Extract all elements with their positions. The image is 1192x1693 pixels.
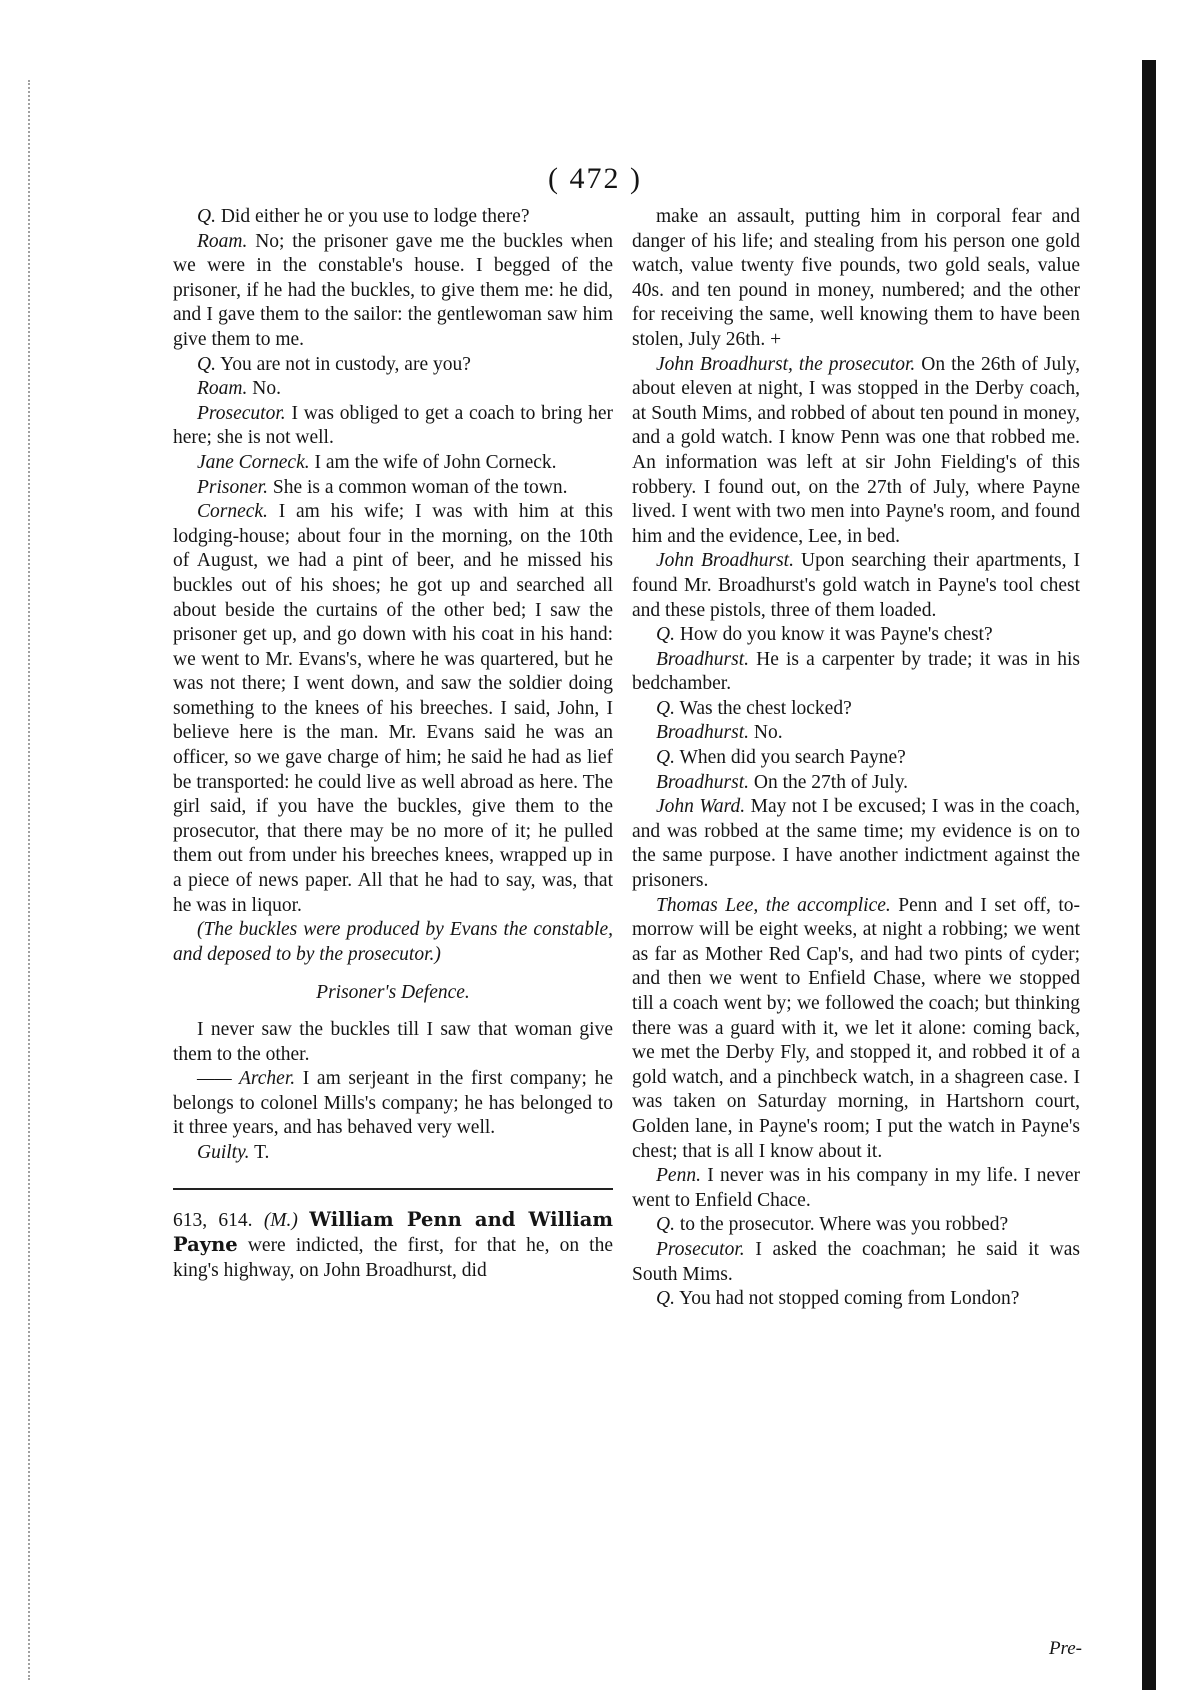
testimony-paragraph [632,205,1080,353]
testimony-paragraph [632,894,1080,1165]
speaker-name: Q. [197,353,216,375]
testimony-text: On the 27th of July. [753,771,909,793]
testimony-text: No; the prisoner gave me the buckles when we were in the constable's house. I begged of the prisoner, if he had the buckles, to give them me: he did, and I gave them to the sailor: the gentlewoman saw him give them to me. [173,230,614,350]
speaker-name: Roam. [197,378,248,400]
testimony-text: I never was in his company in my life. I never went to Enfield Chace. [632,1165,1081,1211]
testimony-paragraph [173,476,613,501]
section-heading: Prisoner's Defence. [316,982,470,1004]
speaker-name: Prisoner. [197,476,268,498]
court-note: (The buckles were produced by Evans the constable, and deposed to by the prosecutor.) [173,919,613,965]
testimony-paragraph [173,377,613,402]
testimony-paragraph [632,771,1080,796]
speaker-name: Penn. [656,1165,701,1187]
case-initial: (M.) [263,1209,298,1231]
catchword: Pre- [1048,1638,1082,1659]
testimony-text: Penn and I set off, to-morrow will be eight weeks, at night a robbing; we went as far as Mother Red Cap's, and had two pints of cyder; and then we went to Enfield Chase, where we stopped till a coach went by; we followed the coach; but thinking there was a guard with it, we let it alone: coming back, we met the Derby Fly, and stopped it, and robbed it of a gold watch, and a pinchbeck watch, in a shagreen case. I was taken on Saturday morning, in Hartshorn court, Golden lane, in Payne's room; I put the watch in Payne's chest; that is all I know about it. [632,894,1080,1162]
testimony-text: You had not stopped coming from London? [679,1288,1020,1310]
speaker-name: Corneck. [197,501,268,523]
testimony-text: May not I be excused; I was in the coach, and was robbed at the same time; my evidence is on to the same purpose. I have another indictment against the prisoners. [632,796,1081,892]
testimony-text: I am the wife of John Corneck. [314,451,557,473]
testimony-text: On the 26th of July, about eleven at night, I was stopped in the Derby coach, at South Mims, and robbed of about ten pound in money, and a gold watch. I know Penn was one that robbed me. An information was left at sir John Fielding's of this robbery. I found out, on the 27th of July, where Payne lived. I went with two men into Payne's room, and found him and the evidence, Lee, in bed. [632,353,1080,547]
testimony-paragraph [632,1213,1080,1238]
right-column-text [632,205,1080,1312]
testimony-paragraph [173,500,613,918]
case-divider [173,1188,613,1190]
testimony-paragraph [632,1238,1080,1287]
testimony-paragraph [173,205,613,230]
speaker-name: John Ward. [656,796,746,818]
speaker-name: Broadhurst. [656,771,749,793]
testimony-text: How do you know it was Payne's chest? [679,624,993,646]
speaker-name: John Broadhurst. [656,550,794,572]
testimony-text: No. [252,378,281,400]
testimony-text: Upon searching their apartments, I found Mr. Broadhurst's gold watch in Payne's tool chest and these pistols, three of them loaded. [632,550,1081,621]
testimony-paragraph [632,721,1080,746]
testimony-text: You are not in custody, are you? [220,353,471,375]
testimony-text: I am serjeant in the first company; he belongs to colonel Mills's company; he has belonged to it three years, and has behaved very well. [173,1068,614,1139]
binding-margin [28,80,44,1680]
testimony-paragraph [632,353,1080,550]
testimony-paragraph [173,230,613,353]
speaker-name: John Broadhurst, the prosecutor. [656,353,916,375]
case-text: were indicted, the first, for that he, on the king's highway, on John Broadhurst, did [173,1235,614,1281]
testimony-paragraph [632,746,1080,771]
testimony-paragraph [632,1287,1080,1312]
testimony-paragraph [632,648,1080,697]
testimony-text: No. [753,722,783,744]
testimony-text: When did you search Payne? [679,747,906,769]
case-intro [173,1208,613,1284]
speaker-name: Q. [656,747,675,769]
speaker-name: Q. [656,1288,675,1310]
speaker-name: Roam. [197,230,248,252]
speaker-name: Broadhurst. [656,648,749,670]
left-column-text [173,205,613,1166]
testimony-text: I never saw the buckles till I saw that woman give them to the other. [173,1019,613,1065]
testimony-text: I asked the coachman; he said it was South Mims. [632,1238,1080,1285]
testimony-text: T. [254,1141,270,1163]
right-column [632,205,1080,1312]
speaker-name: Broadhurst. [656,722,749,744]
speaker-name: —— Archer. [197,1068,296,1090]
page-number: ( 472 ) [548,162,642,195]
left-column [173,205,613,1283]
speaker-name: Q. [656,1214,675,1236]
speaker-name: Jane Corneck. [197,451,310,473]
testimony-paragraph [632,697,1080,722]
testimony-text: make an assault, putting him in corporal fear and danger of his life; and stealing from his person one gold watch, value twenty five pounds, two gold seals, value 40s. and ten pound in money, numbered; and the other for receiving the same, well knowing them to have been stolen, July 26th. + [632,206,1080,350]
speaker-name: Q. [656,624,675,646]
testimony-paragraph [632,795,1080,893]
testimony-text: I am his wife; I was with him at this lodging-house; about four in the morning, on the 10th of August, we had a pint of beer, and he missed his buckles out of his shoes; he got up and searched all about beside the curtains of the other bed; I saw the prisoner get up, and go down with his coat in his hand: we went to Mr. Evans's, where he was quartered, but he was not there; I went down, and saw the soldier doing something to the knees of his breeches. I said, John, I believe here is the man. Mr. Evans said he was an officer, so we gave charge of him; he said he had as lief be transported: he could live as well abroad as here. The girl said, if you have the buckles, give them to the prosecutor, that there may be no more of it; he pulled them out from under his breeches knees, wrapped up in a piece of news paper. All that he had to say, was, that he was in liquor. [173,501,614,916]
testimony-paragraph [173,353,613,378]
speaker-name: Guilty. [197,1141,250,1163]
testimony-paragraph [632,549,1080,623]
testimony-paragraph [632,623,1080,648]
testimony-paragraph [173,451,613,476]
case-number: 613, 614. [173,1209,253,1231]
speaker-name: Q. [197,206,216,227]
testimony-text: She is a common woman of the town. [272,476,568,498]
testimony-text: He is a carpenter by trade; it was in his bedchamber. [632,648,1080,695]
testimony-paragraph [173,1018,613,1067]
page-edge-shadow [1142,60,1156,1690]
case-defendants: William Penn and William Payne [173,1207,614,1257]
testimony-text: Did either he or you use to lodge there? [220,206,530,227]
speaker-name: Prosecutor. [197,402,286,424]
testimony-paragraph [173,402,613,451]
testimony-paragraph [173,1141,613,1166]
speaker-name: Q. [656,697,675,719]
testimony-text: Was the chest locked? [679,697,852,719]
speaker-name: Thomas Lee, the accomplice. [656,894,891,916]
testimony-text: I was obliged to get a coach to bring her here; she is not well. [173,402,614,449]
testimony-text: to the prosecutor. Where was you robbed? [679,1214,1009,1236]
testimony-paragraph [632,1164,1080,1213]
speaker-name: Prosecutor. [656,1238,745,1260]
testimony-paragraph [173,1067,613,1141]
